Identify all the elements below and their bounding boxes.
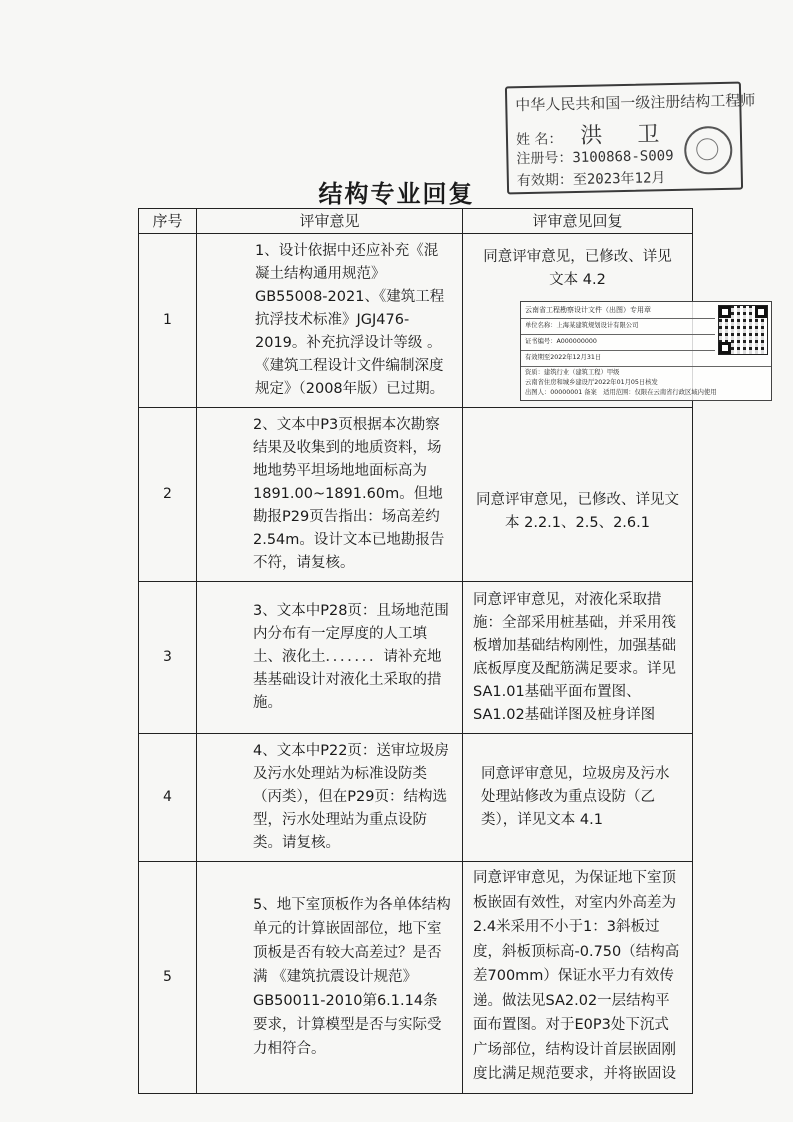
row-opinion: 3、文本中P28页：且场地范围内分布有一定厚度的人工填土、液化土．．．．．．．请补充地基基础设计对液化土采取的措施。	[197, 582, 463, 734]
seal-title: 中华人民共和国一级注册结构工程师	[515, 91, 756, 115]
header-no: 序号	[139, 209, 197, 234]
table-row	[139, 862, 693, 1094]
seal-name-label: 姓 名：	[515, 131, 563, 149]
stamp-issuer: 云南省住房和城乡建设厅2022年01月05日核发	[525, 379, 658, 386]
seal-valid-label: 有效期：	[516, 172, 574, 190]
row-reply: 同意评审意见，已修改、详见文本 4.2	[483, 249, 672, 288]
row-no: 1	[139, 234, 197, 408]
row-opinion: 1、设计依据中还应补充《混凝土结构通用规范》GB55008-2021、《建筑工程抗浮技术标准》JGJ476-2019。补充抗浮设计等级 。《建筑工程设计文件编制深度规定》（2008年版）已过期。	[197, 234, 463, 408]
header-reply: 评审意见回复	[463, 209, 693, 234]
row-no: 5	[139, 862, 197, 1094]
row-no: 3	[139, 582, 197, 734]
row-reply: 同意评审意见，对液化采取措施：全部采用桩基础，并采用筏板增加基础结构刚性，加强基础底板厚度及配筋满足要求。详见SA1.01基础平面布置图、SA1.02基础详图及桩身详图	[463, 582, 693, 734]
page-title: 结构专业回复	[318, 180, 475, 208]
row-opinion: 5、地下室顶板作为各单体结构单元的计算嵌固部位，地下室顶板是否有较大高差过？是否满 《建筑抗震设计规范》GB50011-2010第6.1.14条要求，计算模型是否与实际受力相符合。	[197, 862, 463, 1094]
table-header-row	[139, 209, 693, 234]
stamp-unit: 单位名称：上海某建筑规划设计有限公司	[525, 322, 639, 329]
table-row	[139, 734, 693, 862]
seal-reg-value: 3100868-S009	[572, 147, 674, 167]
design-document-stamp	[520, 301, 772, 401]
row-reply: 同意评审意见，已修改、详见文本 2.2.1、2.5、2.6.1	[476, 491, 679, 531]
row-no: 2	[139, 408, 197, 582]
row-reply: 同意评审意见，为保证地下室顶板嵌固有效性，对室内外高差为2.4米采用不小于1：3斜板过度，斜板顶标高-0.750（结构高差700mm）保证水平力有效传递。做法见SA2.02一层结构平面布置图。对于E0P3处下沉式广场部位，结构设计首层嵌固刚度比满足规范要求，并将嵌固设	[463, 862, 693, 1094]
stamp-scope: 资质：建筑行业（建筑工程）甲级	[525, 369, 620, 376]
seal-reg-label: 注册号：	[516, 150, 573, 168]
stamp-cert: 证书编号：A000000000	[525, 338, 597, 345]
row-opinion: 4、文本中P22页：送审垃圾房及污水处理站为标准设防类（丙类），但在P29页：结构选型，污水处理站为重点设防类。请复核。	[197, 734, 463, 862]
table-row	[139, 408, 693, 582]
table-row	[139, 582, 693, 734]
row-opinion: 2、文本中P3页根据本次勘察结果及收集到的地质资料，场地地势平坦场地地面标高为1891.00~1891.60m。但地勘报P29页告指出：场高差约2.54m。设计文本已地勘报告不符，请复核。	[197, 408, 463, 582]
stamp-valid: 有效期至2022年12月31日	[525, 354, 602, 361]
row-no: 4	[139, 734, 197, 862]
row-reply: 同意评审意见，垃圾房及污水处理站修改为重点设防（乙类），详见文本 4.1	[481, 766, 670, 828]
seal-name-value: 洪 卫	[580, 121, 674, 149]
seal-valid-value: 至2023年12月	[572, 170, 666, 189]
header-opinion: 评审意见	[197, 209, 463, 234]
stamp-title: 云南省工程勘察设计文件（出图）专用章	[525, 306, 651, 314]
national-emblem-icon	[684, 126, 733, 175]
stamp-note: 出图人：00000001 备案 适用范围：仅限在云南省行政区域内使用	[525, 389, 717, 396]
qr-code-icon	[719, 306, 767, 354]
